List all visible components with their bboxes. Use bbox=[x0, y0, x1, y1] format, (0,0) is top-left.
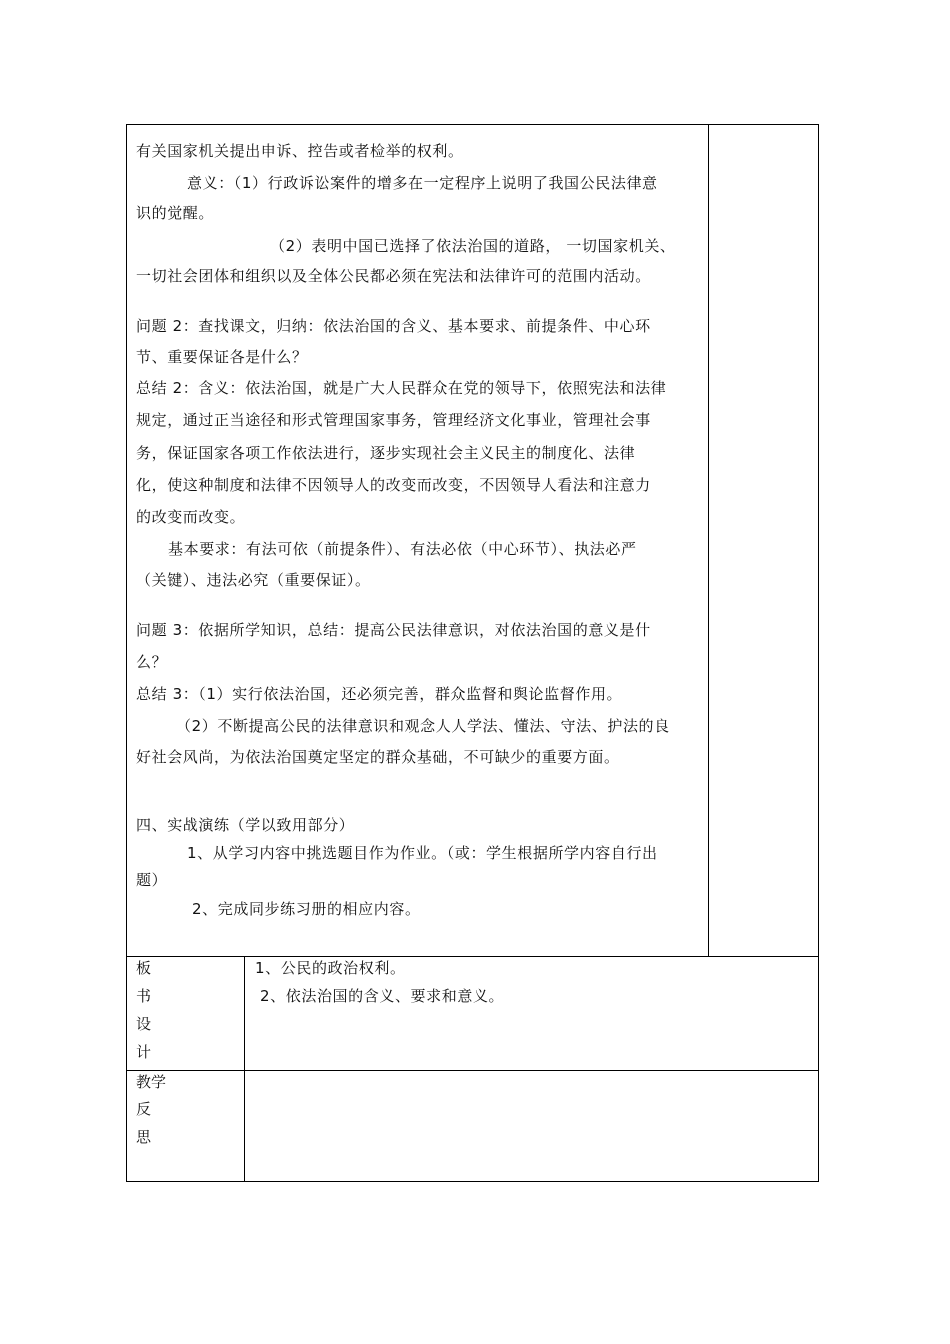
text-line: 意义：（1）行政诉讼案件的增多在一定程序上说明了我国公民法律意 bbox=[187, 174, 658, 192]
text-line: 有关国家机关提出申诉、控告或者检举的权利。 bbox=[136, 142, 464, 160]
board-design-label: 书 bbox=[136, 987, 152, 1005]
reflection-label: 反 bbox=[136, 1100, 152, 1118]
text-line: （2）不断提高公民的法律意识和观念人人学法、懂法、守法、护法的良 bbox=[176, 717, 670, 735]
question-3: 问题 3：依据所学知识，总结：提高公民法律意识，对依法治国的意义是什 bbox=[136, 621, 651, 639]
text-line: 化，使这种制度和法律不因领导人的改变而改变，不因领导人看法和注意力 bbox=[136, 476, 651, 494]
board-item: 1、公民的政治权利。 bbox=[255, 959, 406, 977]
label-column-divider bbox=[244, 956, 245, 1182]
summary-3: 总结 3：（1）实行依法治国，还必须完善，群众监督和舆论监督作用。 bbox=[136, 685, 623, 703]
reflection-label: 思 bbox=[136, 1128, 152, 1146]
board-design-label: 板 bbox=[136, 959, 152, 977]
text-line: 1、从学习内容中挑选题目作为作业。（或：学生根据所学内容自行出 bbox=[187, 844, 658, 862]
text-line: 么？ bbox=[136, 653, 168, 671]
board-item: 2、依法治国的含义、要求和意义。 bbox=[260, 987, 505, 1005]
text-line: 2、完成同步练习册的相应内容。 bbox=[192, 900, 421, 918]
text-line: 规定，通过正当途径和形式管理国家事务，管理经济文化事业，管理社会事 bbox=[136, 411, 651, 429]
text-line: 节、重要保证各是什么？ bbox=[136, 348, 308, 366]
summary-2: 总结 2：含义：依法治国，就是广大人民群众在党的领导下，依照宪法和法律 bbox=[136, 379, 667, 397]
text-line: 好社会风尚，为依法治国奠定坚定的群众基础，不可缺少的重要方面。 bbox=[136, 748, 620, 766]
text-line: 务，保证国家各项工作依法进行，逐步实现社会主义民主的制度化、法律 bbox=[136, 444, 636, 462]
board-design-label: 设 bbox=[136, 1015, 152, 1033]
table-right-border bbox=[818, 124, 819, 1182]
section-heading: 四、实战演练（学以致用部分） bbox=[136, 816, 355, 834]
row-divider-board bbox=[126, 956, 819, 957]
board-design-label: 计 bbox=[136, 1043, 152, 1061]
text-line: 的改变而改变。 bbox=[136, 508, 246, 526]
text-line: 题） bbox=[136, 871, 168, 889]
text-line: 识的觉醒。 bbox=[136, 204, 215, 222]
table-top-border bbox=[126, 124, 819, 125]
text-line: （关键）、违法必究（重要保证）。 bbox=[136, 571, 371, 589]
text-line: 一切社会团体和组织以及全体公民都必须在宪法和法律许可的范围内活动。 bbox=[136, 267, 651, 285]
reflection-label: 教学 bbox=[136, 1073, 167, 1091]
table-bottom-border bbox=[126, 1181, 819, 1182]
row-divider-reflection bbox=[126, 1070, 819, 1071]
text-line: 基本要求：有法可依（前提条件）、有法必依（中心环节）、执法必严 bbox=[168, 540, 637, 558]
text-line: （2）表明中国已选择了依法治国的道路， 一切国家机关、 bbox=[270, 237, 676, 255]
table-left-border bbox=[126, 124, 127, 1182]
side-column-divider bbox=[708, 124, 709, 957]
question-2: 问题 2：查找课文，归纳：依法治国的含义、基本要求、前提条件、中心环 bbox=[136, 317, 651, 335]
